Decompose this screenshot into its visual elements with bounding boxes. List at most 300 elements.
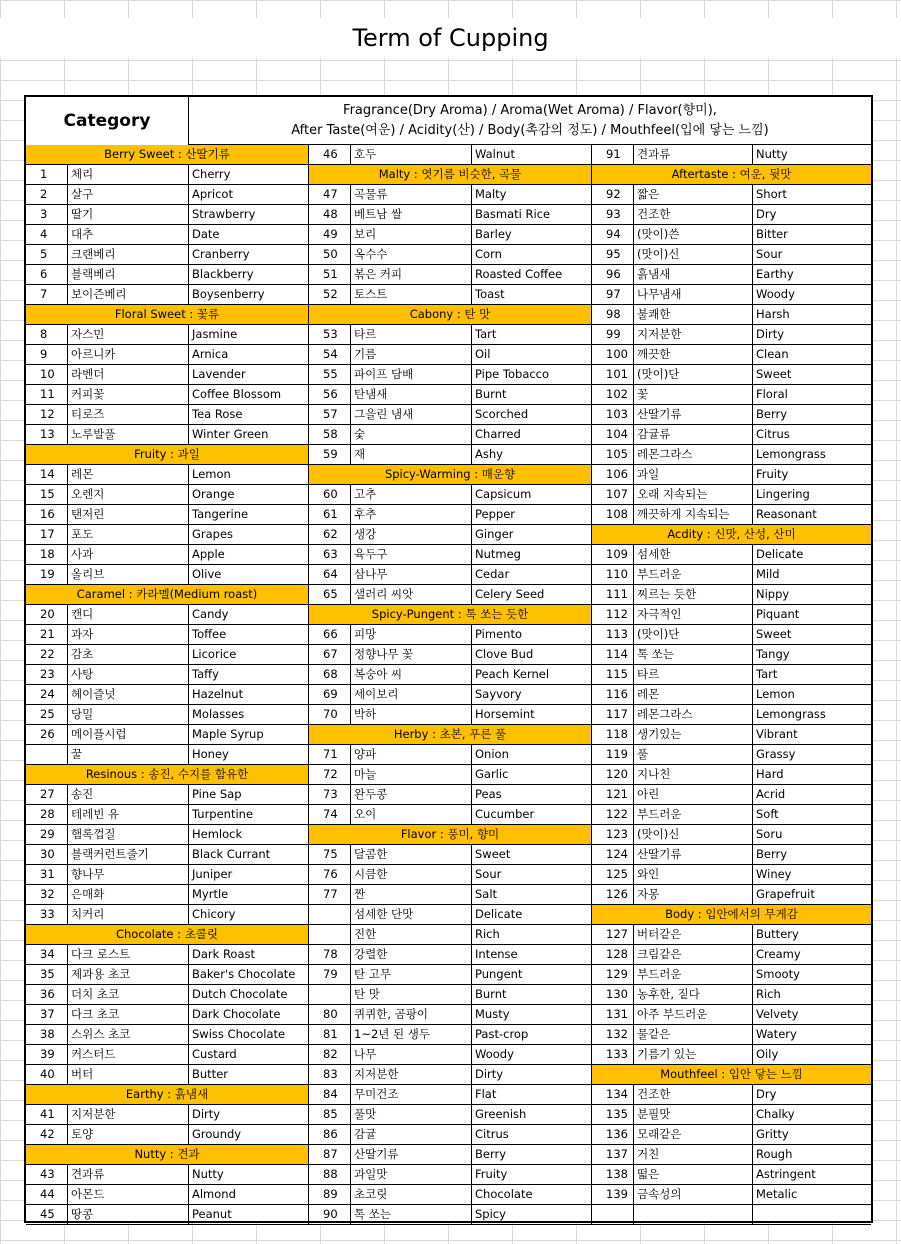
term-english: Nutty bbox=[192, 1167, 224, 1181]
term-number: 83 bbox=[309, 1065, 351, 1084]
term-korean: 오이 bbox=[351, 805, 472, 824]
table-row bbox=[26, 885, 308, 905]
table-row bbox=[309, 585, 591, 605]
term-number: 59 bbox=[309, 445, 351, 464]
term-english: Malty bbox=[475, 187, 507, 201]
term-number: 2 bbox=[26, 185, 68, 204]
term-korean: 짠 bbox=[351, 885, 472, 904]
term-english: Swiss Chocolate bbox=[192, 1027, 286, 1041]
table-row bbox=[26, 185, 308, 205]
term-english: Buttery bbox=[756, 927, 799, 941]
term-korean: 다크 초코 bbox=[68, 1005, 189, 1024]
table-row bbox=[592, 925, 871, 945]
category-section-header: Floral Sweet : 꽃류 bbox=[26, 305, 308, 325]
term-korean: 대추 bbox=[68, 225, 189, 244]
term-korean: 생기있는 bbox=[634, 725, 753, 744]
term-number: 36 bbox=[26, 985, 68, 1004]
term-english: Short bbox=[756, 187, 787, 201]
term-number: 138 bbox=[592, 1165, 634, 1184]
term-korean: 레몬 bbox=[68, 465, 189, 484]
table-row bbox=[592, 325, 871, 345]
term-korean: 떫은 bbox=[634, 1165, 753, 1184]
term-english: Winey bbox=[756, 867, 792, 881]
term-korean: 기름기 있는 bbox=[634, 1045, 753, 1064]
term-korean: 아르니카 bbox=[68, 345, 189, 364]
category-section-header: Fruity : 과일 bbox=[26, 445, 308, 465]
table-row bbox=[26, 265, 308, 285]
term-number: 93 bbox=[592, 205, 634, 224]
table-row bbox=[26, 785, 308, 805]
term-korean: 아린 bbox=[634, 785, 753, 804]
table-row bbox=[592, 965, 871, 985]
term-english: Licorice bbox=[192, 647, 237, 661]
table-row bbox=[26, 165, 308, 185]
term-english: Pine Sap bbox=[192, 787, 242, 801]
term-korean: 지나친 bbox=[634, 765, 753, 784]
table-row bbox=[26, 505, 308, 525]
term-number: 54 bbox=[309, 345, 351, 364]
term-english: Pimento bbox=[475, 627, 522, 641]
term-number: 71 bbox=[309, 745, 351, 764]
term-korean: 지저분한 bbox=[351, 1065, 472, 1084]
term-english: Soft bbox=[756, 807, 779, 821]
term-english: Earthy bbox=[756, 267, 794, 281]
term-english: Peas bbox=[475, 787, 502, 801]
term-number: 23 bbox=[26, 665, 68, 684]
term-number: 77 bbox=[309, 885, 351, 904]
term-korean: 완두콩 bbox=[351, 785, 472, 804]
table-row bbox=[26, 525, 308, 545]
term-english: Astringent bbox=[756, 1167, 816, 1181]
term-korean: 은매화 bbox=[68, 885, 189, 904]
table-row bbox=[592, 425, 871, 445]
table-row bbox=[26, 645, 308, 665]
term-number: 135 bbox=[592, 1105, 634, 1124]
term-number: 47 bbox=[309, 185, 351, 204]
term-korean: 꽃 bbox=[634, 385, 753, 404]
table-row bbox=[309, 845, 591, 865]
table-row bbox=[309, 485, 591, 505]
term-number: 45 bbox=[26, 1205, 68, 1224]
term-number: 86 bbox=[309, 1125, 351, 1144]
term-number: 66 bbox=[309, 625, 351, 644]
term-korean: 부드러운 bbox=[634, 805, 753, 824]
term-number: 24 bbox=[26, 685, 68, 704]
table-row bbox=[26, 545, 308, 565]
term-korean: 톡 쏘는 bbox=[351, 1205, 472, 1224]
table-row bbox=[26, 625, 308, 645]
term-korean: 산딸기류 bbox=[634, 845, 753, 864]
term-english: Dark Chocolate bbox=[192, 1007, 281, 1021]
term-number: 131 bbox=[592, 1005, 634, 1024]
term-korean: 톡 쏘는 bbox=[634, 645, 753, 664]
term-english: Spicy bbox=[475, 1207, 506, 1221]
category-section-header: Chocolate : 초콜릿 bbox=[26, 925, 308, 945]
term-korean: 곡물류 bbox=[351, 185, 472, 204]
table-row bbox=[26, 685, 308, 705]
table-row bbox=[26, 1165, 308, 1185]
term-korean: 복숭아 씨 bbox=[351, 665, 472, 684]
term-number: 8 bbox=[26, 325, 68, 344]
term-english: Orange bbox=[192, 487, 235, 501]
term-korean: 숯 bbox=[351, 425, 472, 444]
table-row bbox=[592, 1005, 871, 1025]
table-row bbox=[309, 1145, 591, 1165]
term-english: Cranberry bbox=[192, 247, 250, 261]
term-number: 50 bbox=[309, 245, 351, 264]
term-korean: 사과 bbox=[68, 545, 189, 564]
term-english: Rough bbox=[756, 1147, 793, 1161]
term-number: 37 bbox=[26, 1005, 68, 1024]
table-row bbox=[592, 405, 871, 425]
term-english: Pipe Tobacco bbox=[475, 367, 550, 381]
term-english: Tea Rose bbox=[192, 407, 243, 421]
term-korean: 토스트 bbox=[351, 285, 472, 304]
term-english: Sweet bbox=[475, 847, 511, 861]
table-row bbox=[592, 865, 871, 885]
term-english: Grapes bbox=[192, 527, 234, 541]
term-english: Lingering bbox=[756, 487, 810, 501]
term-korean: 지저분한 bbox=[68, 1105, 189, 1124]
category-section-header: Nutty : 견과 bbox=[26, 1145, 308, 1165]
table-row bbox=[592, 805, 871, 825]
term-korean: 삼나무 bbox=[351, 565, 472, 584]
table-row bbox=[26, 325, 308, 345]
term-number: 102 bbox=[592, 385, 634, 404]
term-english: Pepper bbox=[475, 507, 516, 521]
term-english: Sayvory bbox=[475, 687, 522, 701]
term-number: 19 bbox=[26, 565, 68, 584]
term-english: Tangerine bbox=[192, 507, 249, 521]
term-english: Arnica bbox=[192, 347, 229, 361]
term-number: 76 bbox=[309, 865, 351, 884]
table-row bbox=[592, 1105, 871, 1125]
term-number: 51 bbox=[309, 265, 351, 284]
table-row bbox=[309, 1125, 591, 1145]
table-row bbox=[26, 1045, 308, 1065]
term-number: 99 bbox=[592, 325, 634, 344]
term-korean: 나무 bbox=[351, 1045, 472, 1064]
category-section-header: Aftertaste : 여운, 뒷맛 bbox=[592, 165, 871, 185]
term-english: Fruity bbox=[475, 1167, 508, 1181]
term-korean: (맛이)단 bbox=[634, 625, 753, 644]
term-english: Basmati Rice bbox=[475, 207, 551, 221]
term-number bbox=[309, 905, 351, 924]
table-row bbox=[592, 765, 871, 785]
table-row bbox=[26, 1105, 308, 1125]
term-korean: 제과용 초코 bbox=[68, 965, 189, 984]
term-english: Salt bbox=[475, 887, 498, 901]
category-section-header: Earthy : 흙냄새 bbox=[26, 1085, 308, 1105]
table-row bbox=[309, 245, 591, 265]
table-row bbox=[309, 665, 591, 685]
term-number: 73 bbox=[309, 785, 351, 804]
header-line-2: After Taste(여운) / Acidity(산) / Body(촉감의 정도) / Mouthfeel(입에 닿는 느낌) bbox=[291, 123, 769, 138]
term-number: 17 bbox=[26, 525, 68, 544]
term-english: Musty bbox=[475, 1007, 510, 1021]
term-number: 106 bbox=[592, 465, 634, 484]
term-number: 125 bbox=[592, 865, 634, 884]
term-number: 123 bbox=[592, 825, 634, 844]
term-korean: 보리 bbox=[351, 225, 472, 244]
term-korean: 토양 bbox=[68, 1125, 189, 1144]
term-number: 127 bbox=[592, 925, 634, 944]
term-english: Tangy bbox=[756, 647, 790, 661]
table-row bbox=[26, 245, 308, 265]
term-korean: (맛이)단 bbox=[634, 365, 753, 384]
term-english: Lemongrass bbox=[756, 447, 826, 461]
term-number: 64 bbox=[309, 565, 351, 584]
term-korean: 자극적인 bbox=[634, 605, 753, 624]
term-number: 113 bbox=[592, 625, 634, 644]
term-number: 139 bbox=[592, 1185, 634, 1204]
term-number: 53 bbox=[309, 325, 351, 344]
term-english: Candy bbox=[192, 607, 229, 621]
term-english: Hard bbox=[756, 767, 784, 781]
term-english: Dry bbox=[756, 207, 777, 221]
term-korean: 더치 초코 bbox=[68, 985, 189, 1004]
term-english: Dark Roast bbox=[192, 947, 256, 961]
term-korean: 옥수수 bbox=[351, 245, 472, 264]
term-korean: 부드러운 bbox=[634, 565, 753, 584]
term-english: Rich bbox=[475, 927, 500, 941]
term-korean: 타르 bbox=[634, 665, 753, 684]
table-row bbox=[309, 1105, 591, 1125]
term-number: 84 bbox=[309, 1085, 351, 1104]
term-english: Toast bbox=[475, 287, 505, 301]
table-row bbox=[26, 845, 308, 865]
table-row bbox=[592, 385, 871, 405]
term-number: 87 bbox=[309, 1145, 351, 1164]
term-english: Citrus bbox=[475, 1127, 509, 1141]
term-number: 1 bbox=[26, 165, 68, 184]
term-number bbox=[309, 985, 351, 1004]
term-english: Creamy bbox=[756, 947, 801, 961]
term-number: 42 bbox=[26, 1125, 68, 1144]
term-number: 70 bbox=[309, 705, 351, 724]
term-korean: 세이보리 bbox=[351, 685, 472, 704]
column-3 bbox=[592, 145, 871, 1225]
term-english: Smooty bbox=[756, 967, 800, 981]
term-english: Horsemint bbox=[475, 707, 535, 721]
term-english: Dirty bbox=[756, 327, 785, 341]
table-row bbox=[309, 965, 591, 985]
term-korean: 와인 bbox=[634, 865, 753, 884]
term-number: 48 bbox=[309, 205, 351, 224]
term-english: Nutty bbox=[756, 147, 788, 161]
term-english: Turpentine bbox=[192, 807, 254, 821]
term-number: 75 bbox=[309, 845, 351, 864]
term-english: Sour bbox=[756, 247, 783, 261]
term-english: Celery Seed bbox=[475, 587, 545, 601]
term-number: 61 bbox=[309, 505, 351, 524]
term-korean: 마늘 bbox=[351, 765, 472, 784]
term-number bbox=[592, 1205, 634, 1224]
term-english: Chalky bbox=[756, 1107, 795, 1121]
term-english: Nippy bbox=[756, 587, 790, 601]
term-english: Pungent bbox=[475, 967, 523, 981]
term-number: 136 bbox=[592, 1125, 634, 1144]
table-row bbox=[26, 605, 308, 625]
column-1 bbox=[26, 145, 309, 1225]
term-english: Greenish bbox=[475, 1107, 527, 1121]
term-korean: 체리 bbox=[68, 165, 189, 184]
term-number: 20 bbox=[26, 605, 68, 624]
table-row bbox=[592, 605, 871, 625]
term-english: Metalic bbox=[756, 1187, 798, 1201]
header-line-1: Fragrance(Dry Aroma) / Aroma(Wet Aroma) / Flavor(향미), bbox=[343, 103, 717, 118]
term-english: Lemongrass bbox=[756, 707, 826, 721]
term-korean: 진한 bbox=[351, 925, 472, 944]
term-korean: 깨끗하게 지속되는 bbox=[634, 505, 753, 524]
term-english: Sweet bbox=[756, 367, 792, 381]
table-row bbox=[592, 785, 871, 805]
term-korean: 당밀 bbox=[68, 705, 189, 724]
term-english: Groundy bbox=[192, 1127, 242, 1141]
term-english: Maple Syrup bbox=[192, 727, 264, 741]
term-number: 97 bbox=[592, 285, 634, 304]
table-row bbox=[309, 545, 591, 565]
term-number: 120 bbox=[592, 765, 634, 784]
term-english: Watery bbox=[756, 1027, 797, 1041]
table-row bbox=[309, 385, 591, 405]
term-korean: 커피꽃 bbox=[68, 385, 189, 404]
table-row bbox=[592, 845, 871, 865]
term-number: 21 bbox=[26, 625, 68, 644]
term-korean: 레몬그라스 bbox=[634, 445, 753, 464]
term-english: Fruity bbox=[756, 467, 789, 481]
table-row bbox=[26, 725, 308, 745]
term-korean: 아주 부드러운 bbox=[634, 1005, 753, 1024]
term-number: 94 bbox=[592, 225, 634, 244]
term-number: 29 bbox=[26, 825, 68, 844]
table-row bbox=[309, 985, 591, 1005]
term-number: 124 bbox=[592, 845, 634, 864]
term-number: 14 bbox=[26, 465, 68, 484]
term-number: 107 bbox=[592, 485, 634, 504]
term-number: 10 bbox=[26, 365, 68, 384]
term-number: 57 bbox=[309, 405, 351, 424]
term-korean: 박하 bbox=[351, 705, 472, 724]
term-english: Clean bbox=[756, 347, 789, 361]
table-row bbox=[592, 505, 871, 525]
table-row bbox=[26, 865, 308, 885]
term-english: Strawberry bbox=[192, 207, 256, 221]
term-english: Floral bbox=[756, 387, 788, 401]
term-english: Dry bbox=[756, 1087, 777, 1101]
table-row bbox=[26, 665, 308, 685]
term-korean: 거친 bbox=[634, 1145, 753, 1164]
table-row bbox=[592, 305, 871, 325]
term-number: 91 bbox=[592, 145, 634, 164]
term-number: 112 bbox=[592, 605, 634, 624]
table-row bbox=[592, 665, 871, 685]
table-row bbox=[26, 285, 308, 305]
term-english: Grapefruit bbox=[756, 887, 815, 901]
term-korean: 생강 bbox=[351, 525, 472, 544]
term-number: 92 bbox=[592, 185, 634, 204]
term-number: 126 bbox=[592, 885, 634, 904]
term-english: Baker's Chocolate bbox=[192, 967, 296, 981]
term-english: Oil bbox=[475, 347, 491, 361]
term-korean: 탄 고무 bbox=[351, 965, 472, 984]
table-row bbox=[309, 1165, 591, 1185]
term-english: Rich bbox=[756, 987, 781, 1001]
term-korean: 건조한 bbox=[634, 205, 753, 224]
table-row bbox=[309, 945, 591, 965]
table-row bbox=[309, 265, 591, 285]
table-row bbox=[309, 905, 591, 925]
term-number: 130 bbox=[592, 985, 634, 1004]
table-row bbox=[26, 485, 308, 505]
term-korean: 견과류 bbox=[634, 145, 753, 164]
term-korean: 짧은 bbox=[634, 185, 753, 204]
term-number: 104 bbox=[592, 425, 634, 444]
term-number: 68 bbox=[309, 665, 351, 684]
table-row bbox=[26, 1185, 308, 1205]
term-english: Onion bbox=[475, 747, 509, 761]
table-row bbox=[309, 1045, 591, 1065]
table-row bbox=[592, 545, 871, 565]
term-english: Oily bbox=[756, 1047, 779, 1061]
term-english: Juniper bbox=[192, 867, 233, 881]
category-header: Category bbox=[26, 97, 189, 146]
term-english: Ginger bbox=[475, 527, 514, 541]
term-number: 69 bbox=[309, 685, 351, 704]
term-number: 15 bbox=[26, 485, 68, 504]
term-korean: 풀맛 bbox=[351, 1105, 472, 1124]
term-number: 122 bbox=[592, 805, 634, 824]
table-row bbox=[309, 285, 591, 305]
term-english: Dirty bbox=[475, 1067, 504, 1081]
term-number: 114 bbox=[592, 645, 634, 664]
table-row bbox=[309, 625, 591, 645]
table-row bbox=[592, 885, 871, 905]
term-number bbox=[26, 745, 68, 764]
term-korean: 햄록껍질 bbox=[68, 825, 189, 844]
table-row bbox=[309, 765, 591, 785]
term-korean: 타르 bbox=[351, 325, 472, 344]
table-row bbox=[309, 1025, 591, 1045]
table-row bbox=[592, 645, 871, 665]
term-english: Nutmeg bbox=[475, 547, 521, 561]
table-row bbox=[592, 265, 871, 285]
term-english: Woody bbox=[475, 1047, 514, 1061]
page-title: Term of Cupping bbox=[0, 18, 901, 58]
table-row bbox=[309, 885, 591, 905]
table-row bbox=[309, 145, 591, 165]
term-english: Hemlock bbox=[192, 827, 243, 841]
term-number: 41 bbox=[26, 1105, 68, 1124]
table-row bbox=[309, 785, 591, 805]
term-number: 32 bbox=[26, 885, 68, 904]
term-english: Dutch Chocolate bbox=[192, 987, 288, 1001]
term-english: Peanut bbox=[192, 1207, 232, 1221]
category-section-header: Mouthfeel : 입안 닿는 느낌 bbox=[592, 1065, 871, 1085]
table-row bbox=[309, 325, 591, 345]
term-korean: 레몬그라스 bbox=[634, 705, 753, 724]
term-korean: 달콤한 bbox=[351, 845, 472, 864]
term-number: 65 bbox=[309, 585, 351, 604]
term-number: 110 bbox=[592, 565, 634, 584]
term-korean: 노루발풀 bbox=[68, 425, 189, 444]
term-korean: 섬세한 단맛 bbox=[351, 905, 472, 924]
term-korean: 아몬드 bbox=[68, 1185, 189, 1204]
term-korean: 건조한 bbox=[634, 1085, 753, 1104]
term-number: 119 bbox=[592, 745, 634, 764]
term-number: 95 bbox=[592, 245, 634, 264]
term-korean: (맛이)신 bbox=[634, 245, 753, 264]
